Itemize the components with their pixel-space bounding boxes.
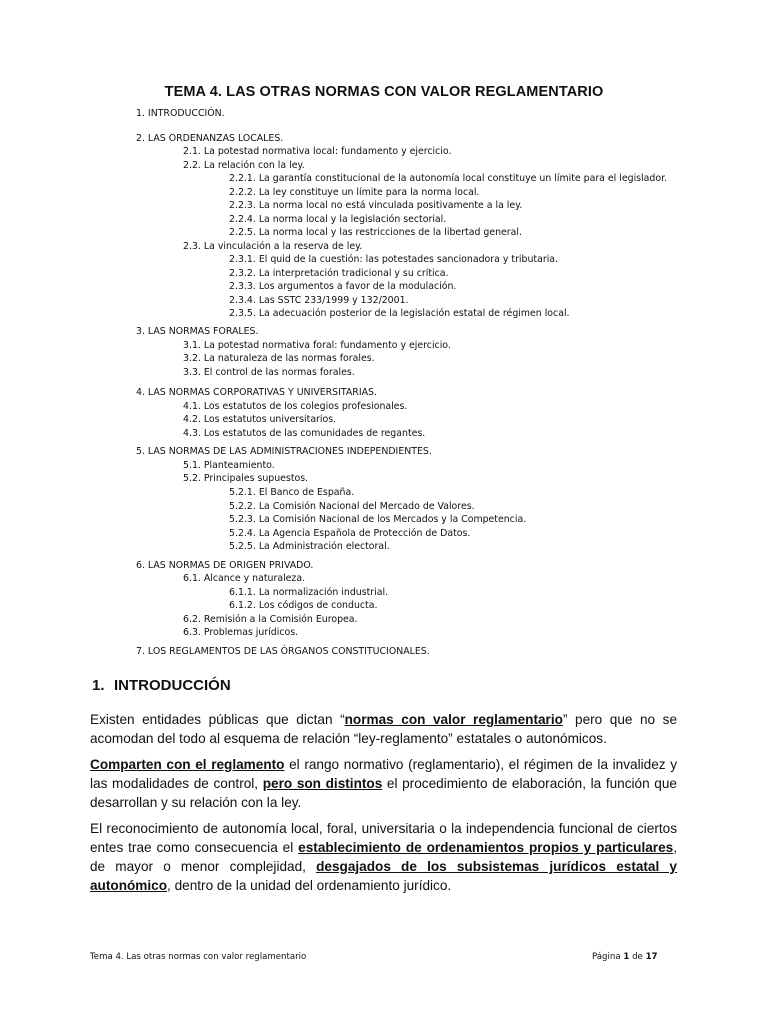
toc-entry: 6.1.2. Los códigos de conducta. <box>229 600 378 611</box>
toc-entry: 2.3. La vinculación a la reserva de ley. <box>183 241 363 252</box>
toc-entry: 6.3. Problemas jurídicos. <box>183 627 299 638</box>
text-run: , dentro de la unidad del ordenamiento jurídico. <box>167 878 452 893</box>
toc-entry: 6. LAS NORMAS DE ORIGEN PRIVADO. <box>136 560 314 571</box>
emphasis-text: desgajados de los subsistemas jurídicos estatal y autonómico <box>90 859 677 893</box>
section-title: INTRODUCCIÓN <box>114 677 231 694</box>
emphasis-text: pero son distintos <box>262 776 383 791</box>
toc-entry: 3.1. La potestad normativa foral: fundamento y ejercicio. <box>183 340 451 351</box>
toc-entry: 4.2. Los estatutos universitarios. <box>183 414 337 425</box>
toc-entry: 2.3.4. Las SSTC 233/1999 y 132/2001. <box>229 295 409 306</box>
toc-entry: 6.1.1. La normalización industrial. <box>229 587 389 598</box>
toc-entry: 2.2. La relación con la ley. <box>183 160 305 171</box>
toc-entry: 5.1. Planteamiento. <box>183 460 275 471</box>
toc-entry: 4.3. Los estatutos de las comunidades de regantes. <box>183 428 426 439</box>
toc-entry: 5.2.4. La Agencia Española de Protección de Datos. <box>229 528 471 539</box>
text-run: , de mayor o menor complejidad, <box>90 840 678 874</box>
toc-entry: 2.3.5. La adecuación posterior de la legislación estatal de régimen local. <box>229 308 570 319</box>
toc-entry: 6.2. Remisión a la Comisión Europea. <box>183 614 358 625</box>
footer-page-number <box>592 952 658 962</box>
text-run: el procedimiento de elaboración, la función que desarrollan y su relación con la ley. <box>90 776 677 810</box>
text-run: ” pero que no se acomodan del todo al esquema de relación “ley-reglamento” estatales o autonómicos. <box>90 712 678 746</box>
emphasis-text: Comparten con el reglamento <box>90 757 285 772</box>
text-run: el rango normativo (reglamentario), el régimen de la invalidez y las modalidades de control, <box>90 757 677 791</box>
page-total: 17 <box>645 952 658 962</box>
toc-entry: 4. LAS NORMAS CORPORATIVAS Y UNIVERSITARIAS. <box>136 387 377 398</box>
emphasis-text: normas con valor reglamentario <box>344 712 563 727</box>
paragraph-2 <box>90 755 677 812</box>
toc-entry: 1. INTRODUCCIÓN. <box>136 108 225 119</box>
toc-entry: 2.2.2. La ley constituye un límite para la norma local. <box>229 187 480 198</box>
toc-entry: 5.2.1. El Banco de España. <box>229 487 355 498</box>
toc-entry: 5. LAS NORMAS DE LAS ADMINISTRACIONES INDEPENDIENTES. <box>136 446 432 457</box>
paragraph-1 <box>90 710 677 748</box>
footer-title: Tema 4. Las otras normas con valor reglamentario <box>90 952 307 962</box>
toc-entry: 2.1. La potestad normativa local: fundamento y ejercicio. <box>183 146 452 157</box>
toc-entry: 2.3.2. La interpretación tradicional y su crítica. <box>229 268 449 279</box>
toc-entry: 3.2. La naturaleza de las normas forales. <box>183 353 375 364</box>
toc-entry: 2.2.4. La norma local y la legislación sectorial. <box>229 214 447 225</box>
page-label: Página <box>592 952 624 962</box>
toc-entry: 5.2.3. La Comisión Nacional de los Mercados y la Competencia. <box>229 514 527 525</box>
toc-entry: 5.2.2. La Comisión Nacional del Mercado de Valores. <box>229 501 475 512</box>
text-run: Existen entidades públicas que dictan “ <box>90 712 345 727</box>
toc-entry: 2.3.1. El quid de la cuestión: las potestades sancionadora y tributaria. <box>229 254 559 265</box>
toc-entry: 2.2.1. La garantía constitucional de la autonomía local constituye un límite para el legislador. <box>229 173 668 184</box>
section-heading <box>92 677 231 694</box>
toc-entry: 5.2.5. La Administración electoral. <box>229 541 390 552</box>
text-run: El reconocimiento de autonomía local, foral, universitaria o la independencia funcional de ciertos entes trae como consecuencia el <box>90 821 677 855</box>
toc-entry: 6.1. Alcance y naturaleza. <box>183 573 306 584</box>
paragraph-3 <box>90 819 677 895</box>
emphasis-text: establecimiento de ordenamientos propios y particulares <box>298 840 674 855</box>
toc-entry: 2.3.3. Los argumentos a favor de la modulación. <box>229 281 457 292</box>
toc-entry: 7. LOS REGLAMENTOS DE LAS ÓRGANOS CONSTITUCIONALES. <box>136 646 430 657</box>
toc-entry: 2.2.5. La norma local y las restricciones de la libertad general. <box>229 227 522 238</box>
page-current: 1 <box>623 952 630 962</box>
page-of-label: de <box>629 952 646 962</box>
toc-entry: 2. LAS ORDENANZAS LOCALES. <box>136 133 284 144</box>
toc-entry: 4.1. Los estatutos de los colegios profesionales. <box>183 401 408 412</box>
toc-entry: 3. LAS NORMAS FORALES. <box>136 326 259 337</box>
document-title: TEMA 4. LAS OTRAS NORMAS CON VALOR REGLAMENTARIO <box>164 84 604 100</box>
section-number: 1. <box>92 677 105 694</box>
toc-entry: 5.2. Principales supuestos. <box>183 473 309 484</box>
toc-entry: 2.2.3. La norma local no está vinculada positivamente a la ley. <box>229 200 523 211</box>
toc-entry: 3.3. El control de las normas forales. <box>183 367 355 378</box>
